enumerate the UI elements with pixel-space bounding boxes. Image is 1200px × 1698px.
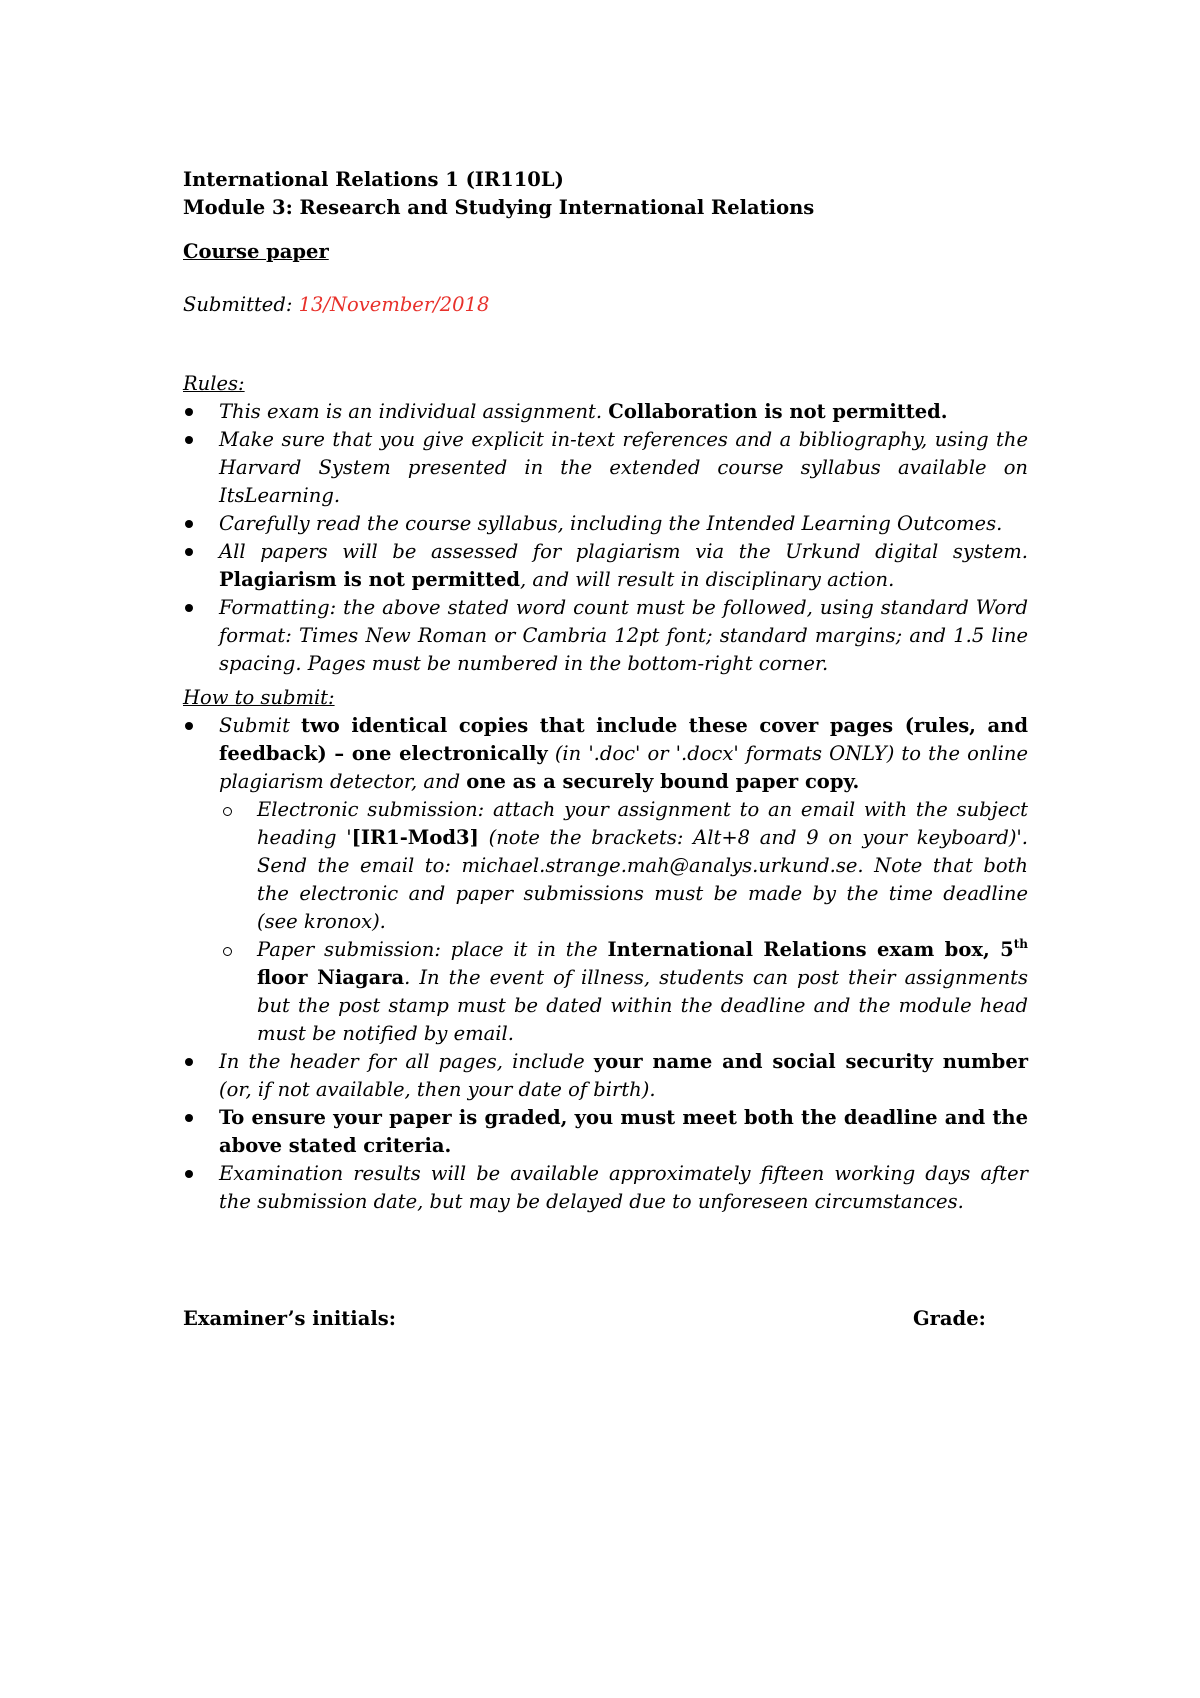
rule-item: Make sure that you give explicit in-text references and a bibliography, using the Harvard System presented in the extended course syllabus available on ItsLearning. (183, 426, 1028, 510)
sub-bullet-icon (223, 807, 232, 816)
submit-subitem: Electronic submission: attach your assignment to an email with the subject heading '[IR1-Mod3] (note the brackets: Alt+8 and 9 on your keyboard)'. Send the email to: michael.strange.mah@analys.urkund.se. Note that both the electronic and paper submissions must be made by the time deadline (see kronox). (219, 796, 1028, 936)
paper-type (183, 238, 1028, 266)
bullet-icon (185, 436, 193, 444)
module-title: Module 3: Research and Studying International Relations (183, 196, 815, 219)
rule-item: All papers will be assessed for plagiarism via the Urkund digital system. Plagiarism is not permitted, and will result in disciplinary action. (183, 538, 1028, 594)
submit-heading: How to submit: (183, 686, 335, 709)
grade-label: Grade: (913, 1307, 986, 1330)
submitted-label: Submitted: (183, 293, 299, 316)
sub-bullet-icon (223, 947, 232, 956)
submit-item: Examination results will be available approximately fifteen working days after the submission date, but may be delayed due to unforeseen circumstances. (183, 1160, 1028, 1216)
rules-section (183, 370, 1028, 678)
course-title: International Relations 1 (IR110L) (183, 168, 564, 191)
bullet-icon (185, 408, 193, 416)
rules-heading: Rules: (183, 372, 245, 395)
bullet-icon (185, 520, 193, 528)
submitted-line (183, 291, 1028, 319)
submit-item: Submit two identical copies that include these cover pages (rules, and feedback) – one electronically (in '.doc' or '.docx' formats ONLY) to the online plagiarism detector, and one as a securely bound paper copy. Electronic submission: attach your assignment to an email with the subject heading '[IR1-Mod3] (note the brackets: Alt+8 and 9 on your keyboard)'. Send the email to: michael.strange.mah@analys.urkund.se. Note that both the electronic and paper submissions must be made by the time deadline (see kronox). Paper submission: place it in the International Relations exam box, 5th floor Niagara. In the event of illness, students can post their assignments but the post stamp must be dated within the deadline and the module head must be notified by email. (183, 712, 1028, 1048)
title-block (183, 166, 1028, 222)
examiner-initials-label: Examiner’s initials: (183, 1307, 396, 1330)
submit-subitem: Paper submission: place it in the International Relations exam box, 5th floor Niagara. In the event of illness, students can post their assignments but the post stamp must be dated within the deadline and the module head must be notified by email. (219, 936, 1028, 1048)
submit-item: In the header for all pages, include your name and social security number (or, if not available, then your date of birth). (183, 1048, 1028, 1104)
bullet-icon (185, 548, 193, 556)
submit-section (183, 684, 1028, 1216)
bullet-icon (185, 1114, 193, 1122)
rule-item: Carefully read the course syllabus, including the Intended Learning Outcomes. (183, 510, 1028, 538)
rule-item: Formatting: the above stated word count must be followed, using standard Word format: Times New Roman or Cambria 12pt font; standard margins; and 1.5 line spacing. Pages must be numbered in the bottom-right corner. (183, 594, 1028, 678)
bullet-icon (185, 1058, 193, 1066)
bullet-icon (185, 604, 193, 612)
submitted-date: 13/November/2018 (298, 293, 490, 316)
submit-item: To ensure your paper is graded, you must meet both the deadline and the above stated criteria. (183, 1104, 1028, 1160)
bullet-icon (185, 1170, 193, 1178)
paper-type-label: Course paper (183, 240, 329, 263)
bullet-icon (185, 722, 193, 730)
rule-item: This exam is an individual assignment. Collaboration is not permitted. (183, 398, 1028, 426)
